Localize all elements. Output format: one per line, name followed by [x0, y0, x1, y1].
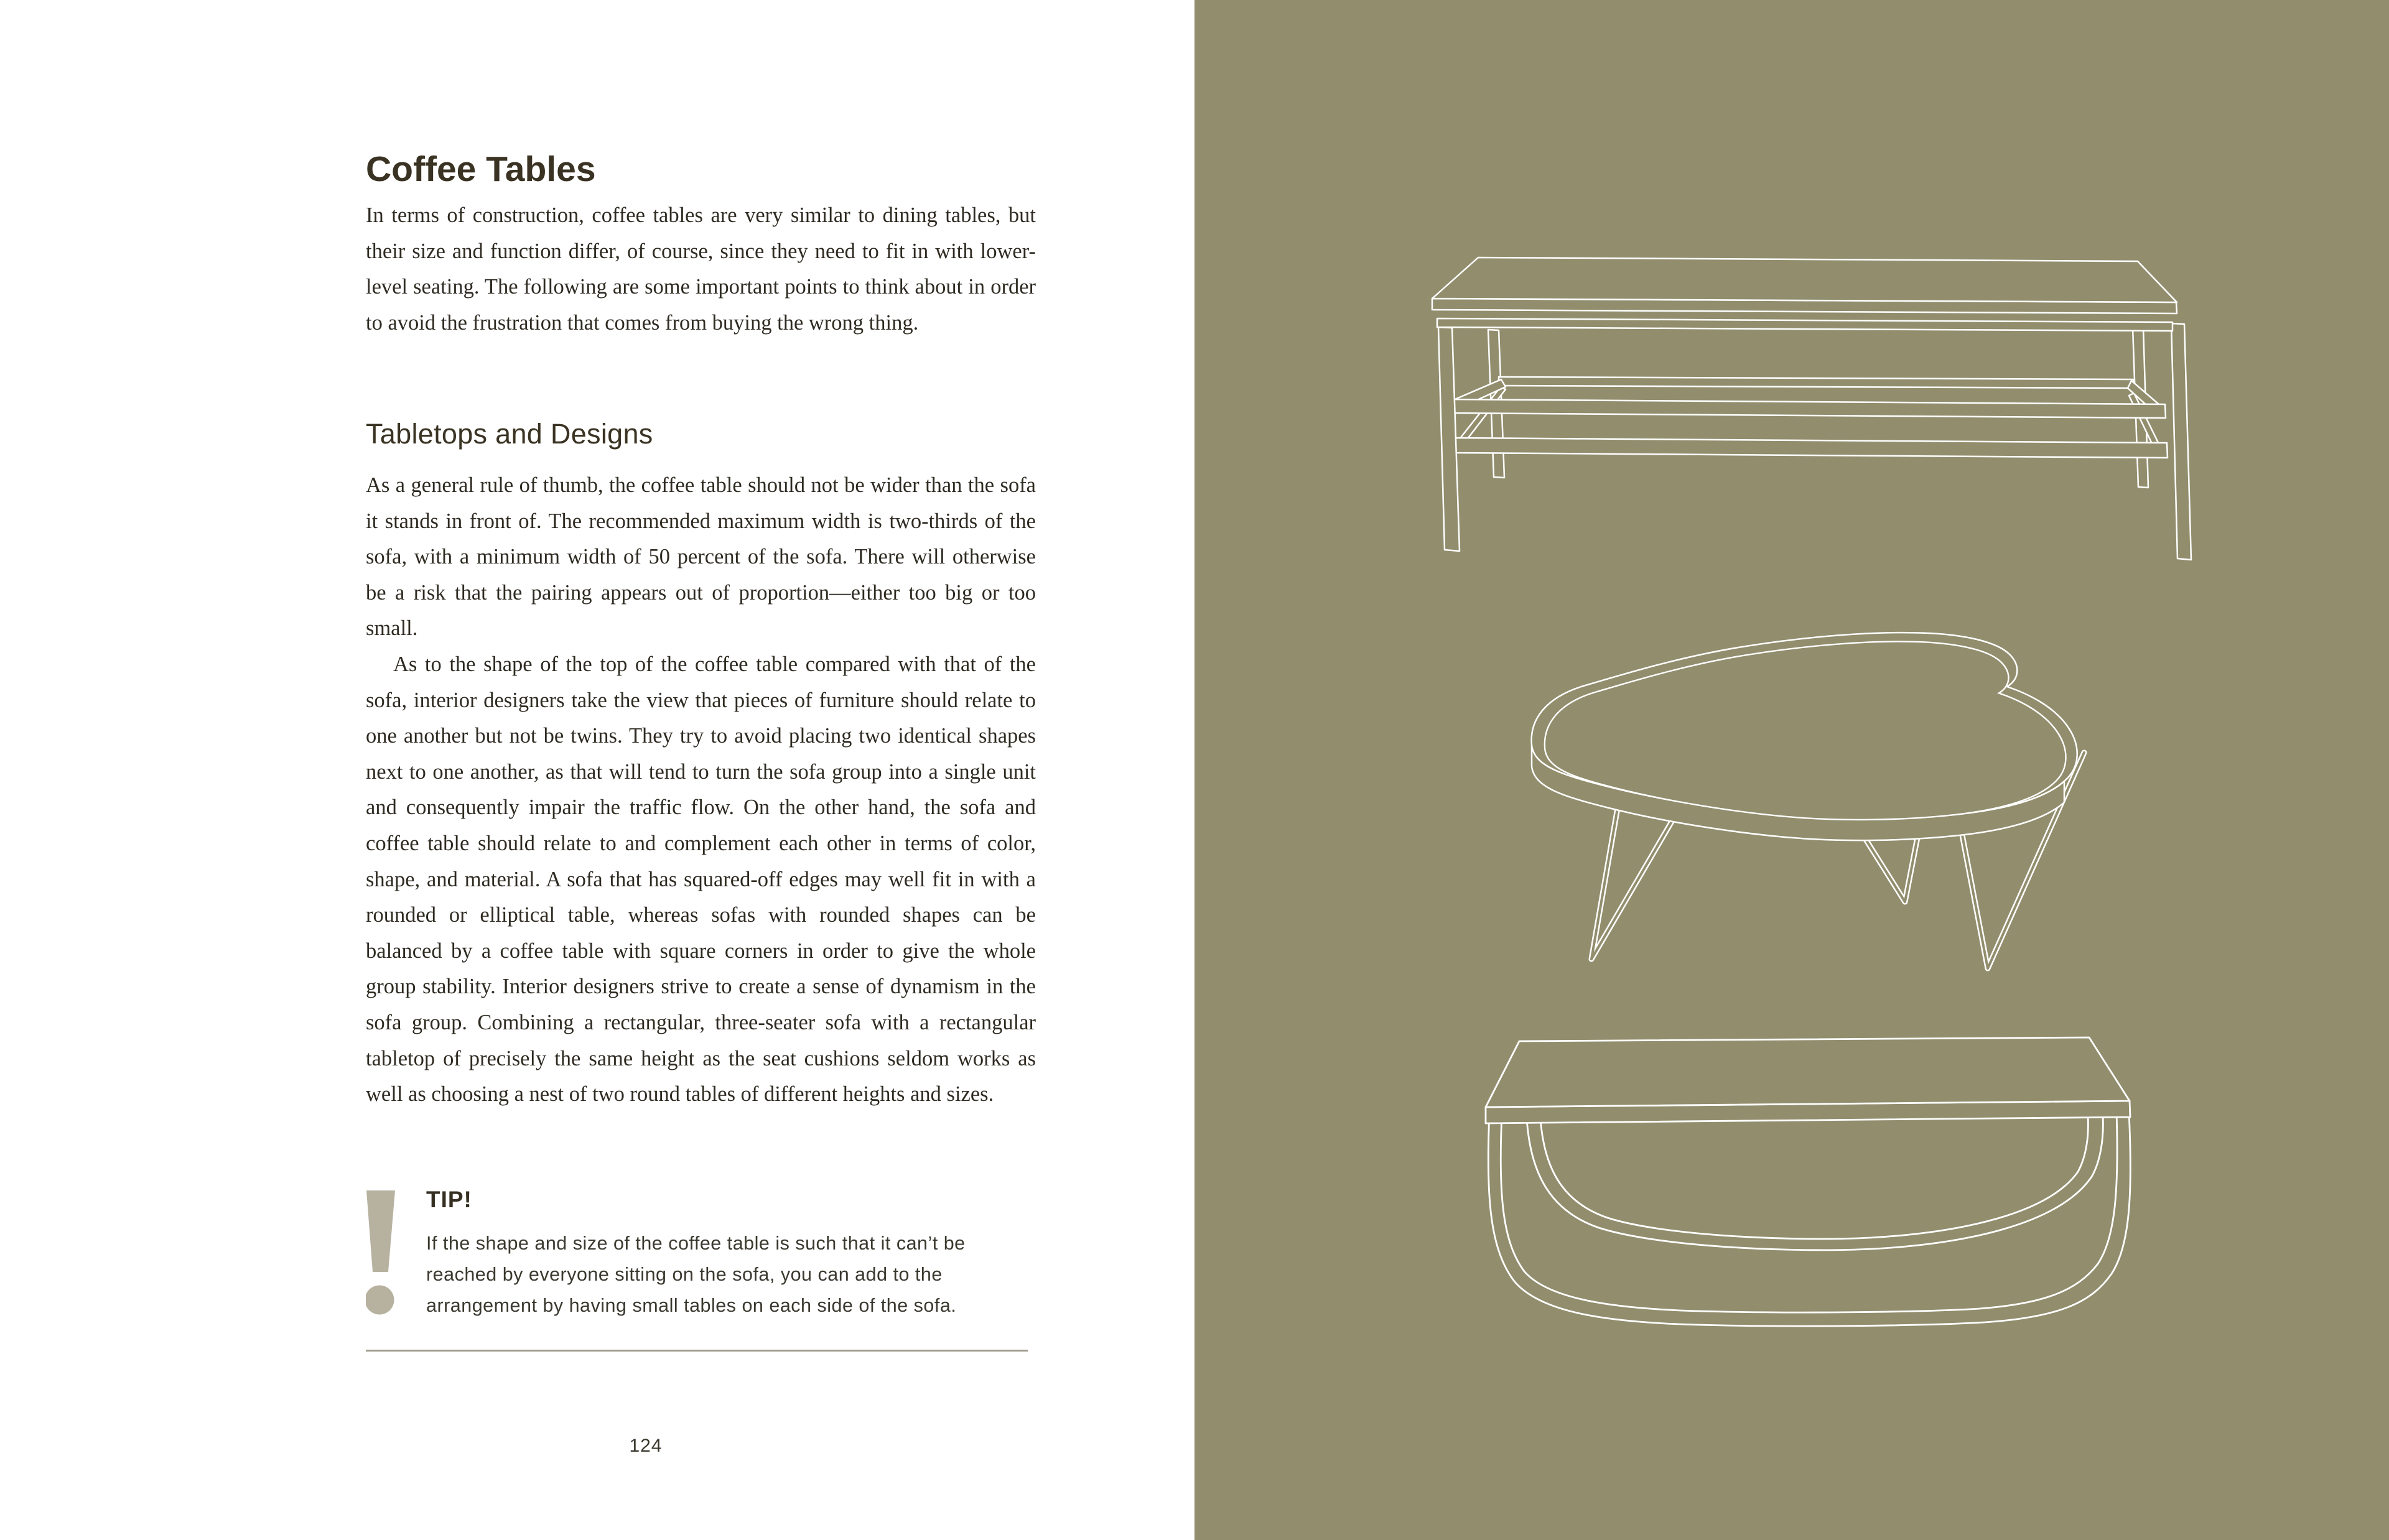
section-body: [366, 468, 1036, 1113]
divider-rule: [366, 1350, 1028, 1352]
tip-text: If the shape and size of the coffee table is such that it can’t be reached by everyone sitting on the sofa, you can add to the arrangement by having small tables on each side of the sofa.: [426, 1233, 966, 1316]
page-number: 124: [629, 1436, 663, 1456]
section-paragraph-2: As to the shape of the top of the coffee table compared with that of the sofa, interior designers take the view that pieces of furniture should relate to one another but not be twins. They try to avoid placing two identical shapes next to one another, as that will tend to turn the sofa group into a single unit and consequently impair the traffic flow. On the other hand, the sofa and coffee table should relate to and complement each other in terms of color, shape, and material. A sofa that has squared-off edges may well fit in with a rounded or elliptical table, whereas sofas with rounded shapes can be balanced by a coffee table with square corners in order to give the whole group stability. Interior designers strive to create a sense of dynamism in the sofa group. Combining a rectangular, three-seater sofa with a rectangular tabletop of precisely the same height as the seat cushions seldom works as well as choosing a nest of two round tables of different heights and sizes.: [366, 652, 1036, 1106]
section-heading: Tabletops and Designs: [366, 418, 653, 450]
page-title: Coffee Tables: [366, 149, 596, 189]
sling-table-illustration: [1450, 1014, 2227, 1356]
rectangular-table-illustration: [1400, 249, 2240, 572]
intro-paragraph: In terms of construction, coffee tables are very similar to dining tables, but their size and function differ, of course, since they need to fit in with lower-level seating. The following are some important points to think about in order to avoid the frustration that comes from buying the wrong thing.: [366, 203, 1036, 335]
section-paragraph-1: As a general rule of thumb, the coffee table should not be wider than the sofa it stands in front of. The recommended maximum width is two-thirds of the sofa, with a minimum width of 50 percent of the sofa. There will otherwise be a risk that the pairing appears out of proportion—either too big or too small.: [366, 473, 1036, 641]
exclamation-icon: [366, 1190, 397, 1316]
book-left-page: [0, 0, 1194, 1540]
tip-label: TIP!: [426, 1187, 472, 1212]
organic-table-illustration: [1493, 610, 2177, 983]
illustration-panel: [1194, 0, 2389, 1540]
tip-box: [426, 1187, 1039, 1321]
